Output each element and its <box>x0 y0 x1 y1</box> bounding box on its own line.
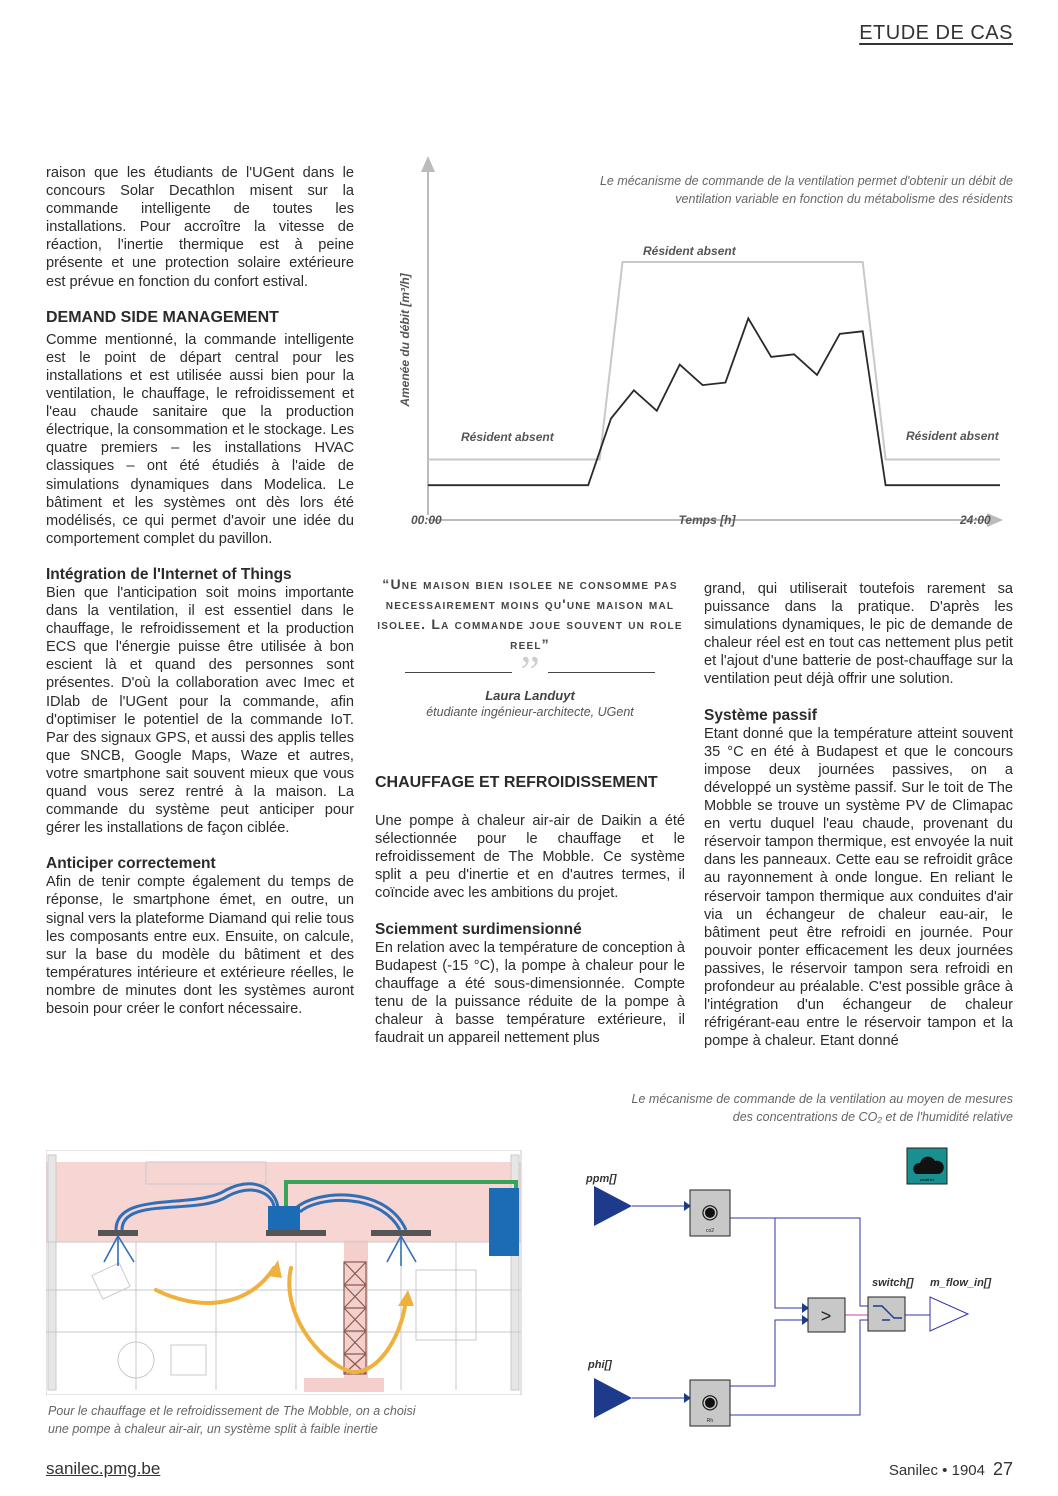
annotation-top: Résident absent <box>643 244 736 258</box>
section-tag: ETUDE DE CAS <box>859 22 1013 44</box>
heading-systeme-passif: Système passif <box>704 706 817 724</box>
outdoor-unit <box>489 1188 519 1256</box>
iot-paragraph: Bien que l'anticipation soit moins importante dans la ventilation, il est essentiel dans le chauffage, le refroidissement et la production ECS que l'énergie puisse être utilisée à bon escient là et quand des personnes sont présentes. D'où la collaboration avec Imec et IDlab de l'UGent pour la commande, afin d'optimiser le potentiel de la commande IoT. Par des signaux GPS, et aussi des applis telles que SNCB, Google Maps, Waze et autres, votre smartphone sait souvent mieux que vous quand vous serez rentré à la maison. La commande du système peut anticiper pour gérer les installations de façon ciblée. <box>46 584 354 837</box>
quote-role: étudiante ingénieur-architecte, UGent <box>426 705 634 719</box>
column-3 <box>704 580 1013 1050</box>
chauffage-paragraph: Une pompe à chaleur air-air de Daikin a été sélectionnée pour le chauffage et le refroidissement de The Mobble. Ce système split a peu d'inertie et en d'autres termes, il coïncide avec les ambitions du projet. <box>375 813 685 902</box>
heading-sciemment: Sciemment surdimensionné <box>375 920 582 938</box>
quote-mark-icon: ” <box>520 647 540 696</box>
weather-label: weather <box>919 1177 935 1182</box>
floorplan-illustration <box>46 1150 526 1395</box>
control-diagram <box>580 1140 1010 1440</box>
footer-page-info <box>889 1459 1013 1480</box>
column-1 <box>46 164 354 1018</box>
x-start-label: 00:00 <box>411 513 442 527</box>
phi-label: phi[] <box>588 1359 612 1371</box>
footer-site-link[interactable]: sanilec.pmg.be <box>46 1459 161 1478</box>
footer-issue: Sanilec • 1904 <box>888 1462 985 1479</box>
y-axis-arrow <box>421 156 435 172</box>
indoor-unit <box>268 1206 300 1230</box>
dsm-paragraph: Comme mentionné, la commande intelligente est le point de départ central pour les installations et est utilisée aussi bien pour la ventilation, le chauffage, le refroidissement et l'eau chaude sanitaire que la production électrique, la consommation et le stockage. Les quatre premiers – les installations HVAC classiques – ont été étudiés à l'aide de simulations dynamiques dans Modelica. Le bâtiment et les systèmes ont dès lors été modélisés, ce qui permet d'avoir une idée du comportement complet du pavillon. <box>46 331 354 547</box>
rh-sensor-eye-icon: ◉ <box>701 1391 719 1413</box>
heading-demand-side-management: DEMAND SIDE MANAGEMENT <box>46 308 279 326</box>
heading-anticiper: Anticiper correctement <box>46 855 216 873</box>
diagram-caption-line1: Le mécanisme de commande de la ventilation au moyen de mesures <box>631 1092 1013 1106</box>
quote-author: Laura Landuyt <box>485 688 575 703</box>
sciemment-paragraph: En relation avec la température de conception à Budapest (-15 °C), la pompe à chaleur pour le chauffage a été sous-dimensionnée. Compte tenu de la puissance réduite de la pompe à chaleur à basse température extérieure, il faudrait un appareil nettement plus <box>375 939 685 1047</box>
diagram-caption-line2: des concentrations de CO₂ et de l'humidité relative <box>732 1110 1013 1124</box>
ppm-input-icon <box>594 1186 632 1226</box>
intro-paragraph: raison que les étudiants de l'UGent dans le concours Solar Decathlon misent sur la commande intelligente de toutes les installations. Pour accroître la vitesse de réaction, l'inertie thermique est à peine présente et une protection solaire extérieure est prévue en fonction du confort estival. <box>46 165 354 290</box>
page-number: 27 <box>992 1459 1013 1479</box>
floorplan-caption: Pour le chauffage et le refroidissement de The Mobble, on a choisi une pompe à chaleur air-air, un système split à faible inertie <box>48 1404 416 1436</box>
ppm-label: ppm[] <box>586 1173 617 1185</box>
ventilation-chart <box>385 150 1015 540</box>
rh-block-label: Rh <box>706 1418 714 1424</box>
continued-paragraph: grand, qui utiliserait toutefois rarement sa puissance dans la pratique. D'après les simulations dynamiques, le pic de demande de chaleur réel est en tout cas nettement plus petit et l'ajout d'une batterie de post-chauffage sur la ventilation peut déjà offrir une solution. <box>704 581 1013 688</box>
anticiper-paragraph: Afin de tenir compte également du temps de réponse, le smartphone émet, en outre, un signal vers la plateforme Diamand qui relie tous les composants entre eux. Ensuite, on calcule, sur la base du modèle du bâtiment et des températures intérieure et extérieure réelles, le nombre de minutes dont les systèmes auront besoin pour créer le confort nécessaire. <box>46 874 354 1018</box>
quote-text: “Une maison bien isolee ne consomme pas necessairement moins qu'une maison mal isolee. La commande joue souvent un role reel” <box>377 576 683 652</box>
co2-block-label: co2 <box>705 1228 715 1234</box>
flow-output-icon <box>930 1297 968 1331</box>
switch-block <box>868 1297 905 1331</box>
heading-chauffage: CHAUFFAGE ET REFROIDISSEMENT <box>375 774 658 791</box>
annotation-right: Résident absent <box>906 429 999 443</box>
floor-zone <box>304 1378 384 1392</box>
annotation-left: Résident absent <box>461 430 554 444</box>
chart-caption: Le mécanisme de commande de la ventilation permet d'obtenir un débit de ventilation variable en fonction du métabolisme des résidents <box>599 174 1013 206</box>
chart-series-group <box>428 262 1000 485</box>
flow-label: m_flow_in[] <box>930 1277 992 1289</box>
column-2 <box>375 774 685 1047</box>
co2-sensor-eye-icon: ◉ <box>701 1201 719 1223</box>
x-axis-label: Temps [h] <box>678 513 736 527</box>
switch-label: switch[] <box>872 1277 914 1289</box>
heading-iot: Intégration de l'Internet of Things <box>46 565 292 583</box>
compare-symbol: > <box>820 1306 832 1326</box>
pull-quote <box>375 574 685 719</box>
quote-rule-line-right <box>548 672 655 673</box>
diagram-caption <box>560 1090 1013 1126</box>
x-end-label: 24:00 <box>960 513 991 527</box>
systeme-passif-paragraph: Etant donné que la température atteint souvent 35 °C en été à Budapest et que le concours impose deux journées passives, on a développé un système passif. Sur le toit de The Mobble se trouve un système PV de Climapac en vertu duquel l'eau chaude, provenant du réservoir tampon thermique, est envoyée la nuit dans les panneaux. Cette eau se refroidit grâce au rayonnement à onde longue. En reliant le réservoir tampon thermique aux conduites d'air via un échangeur de chaleur eau-air, le bâtiment peut être refroidi en journée. Pour pouvoir ponter efficacement les deux journées passives, le réservoir tampon sera refroidi en profondeur au préalable. C'est possible grâce à l'intégration d'un échangeur de chaleur réfrigérant-eau entre le réservoir tampon et la pompe à chaleur. Etant donné <box>704 725 1013 1050</box>
quote-rule-line-left <box>405 672 512 673</box>
y-axis-label: Amenée du débit [m³/h] <box>398 273 412 407</box>
phi-input-icon <box>594 1378 632 1418</box>
